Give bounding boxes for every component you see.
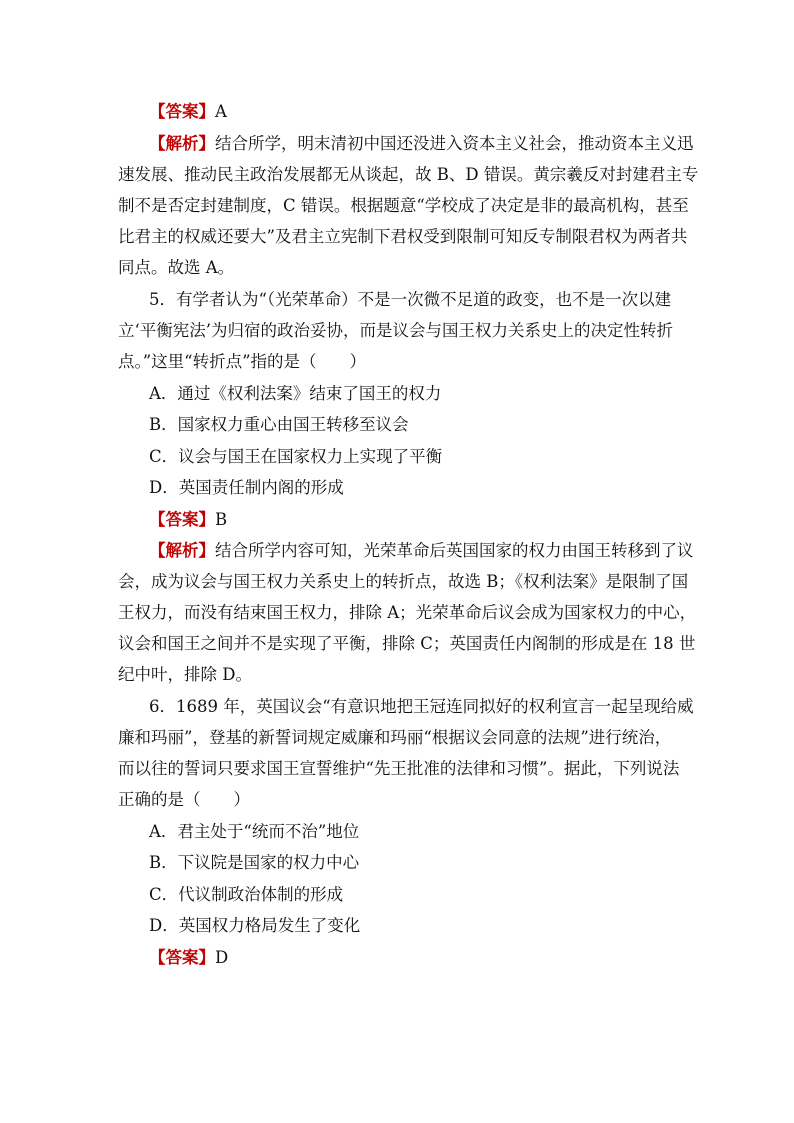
question-6-option-a: A．君主处于“统而不治”地位 xyxy=(149,822,360,841)
analysis-tag: 【解析】 xyxy=(149,134,215,153)
analysis-line xyxy=(149,535,694,566)
answer-value: A xyxy=(215,102,227,121)
question-5-stem: 点。”这里“转折点”指的是（ ） xyxy=(118,352,367,371)
analysis-text: 会，成为议会与国王权力关系史上的转折点，故选 B；《权利法案》是限制了国 xyxy=(118,572,689,591)
question-6-stem: 而以往的誓词只要求国王宣誓维护“先王批准的法律和习惯”。据此，下列说法 xyxy=(118,759,680,778)
question-5-option-c: C．议会与国王在国家权力上实现了平衡 xyxy=(149,447,443,466)
answer-line-6 xyxy=(149,942,228,973)
answer-line-5 xyxy=(149,504,227,535)
answer-value: D xyxy=(215,948,229,967)
question-6-stem: 正确的是（ ） xyxy=(118,790,250,809)
question-5-option-d: D．英国责任制内阁的形成 xyxy=(149,478,344,497)
question-5-option-a: A．通过《权利法案》结束了国王的权力 xyxy=(149,384,442,403)
analysis-text: 结合所学，明末清初中国还没进入资本主义社会，推动资本主义迅 xyxy=(215,134,694,153)
analysis-text: 纪中叶，排除 D。 xyxy=(118,665,252,684)
analysis-line xyxy=(149,128,694,159)
analysis-text: 结合所学内容可知，光荣革命后英国国家的权力由国王转移到了议 xyxy=(215,541,694,560)
analysis-tag: 【解析】 xyxy=(149,541,215,560)
question-6-stem: 廉和玛丽”，登基的新誓词规定威廉和玛丽“根据议会同意的法规”进行统治， xyxy=(118,728,672,747)
question-6-option-b: B．下议院是国家的权力中心 xyxy=(149,853,360,872)
analysis-text: 议会和国王之间并不是实现了平衡，排除 C；英国责任内阁制的形成是在 18 世 xyxy=(118,634,696,653)
question-6-stem: 6．1689 年，英国议会“有意识地把王冠连同拟好的权利宣言一起呈现给威 xyxy=(149,697,694,716)
question-5-stem: 5．有学者认为“（光荣革命）不是一次微不足道的政变，也不是一次以建 xyxy=(149,290,672,309)
analysis-text: 王权力，而没有结束国王权力，排除 A；光荣革命后议会成为国家权力的中心， xyxy=(118,603,697,622)
question-6-option-c: C．代议制政治体制的形成 xyxy=(149,885,344,904)
question-5-option-b: B．国家权力重心由国王转移至议会 xyxy=(149,415,409,434)
answer-tag: 【答案】 xyxy=(149,102,215,121)
analysis-text: 比君主的权威还要大”及君主立宪制下君权受到限制可知反专制限君权为两者共 xyxy=(118,227,688,246)
answer-tag: 【答案】 xyxy=(149,510,215,529)
analysis-text: 制不是否定封建制度，C 错误。根据题意“学校成了决定是非的最高机构，甚至 xyxy=(118,196,689,215)
answer-value: B xyxy=(215,510,228,529)
question-5-stem: 立‘平衡宪法’为归宿的政治妥协，而是议会与国王权力关系史上的决定性转折 xyxy=(118,321,673,340)
question-6-option-d: D．英国权力格局发生了变化 xyxy=(149,916,361,935)
analysis-text: 同点。故选 A。 xyxy=(118,258,235,277)
answer-line-1 xyxy=(149,96,227,127)
analysis-text: 速发展、推动民主政治发展都无从谈起，故 B、D 错误。黄宗羲反对封建君主专 xyxy=(118,165,699,184)
answer-tag: 【答案】 xyxy=(149,948,215,967)
